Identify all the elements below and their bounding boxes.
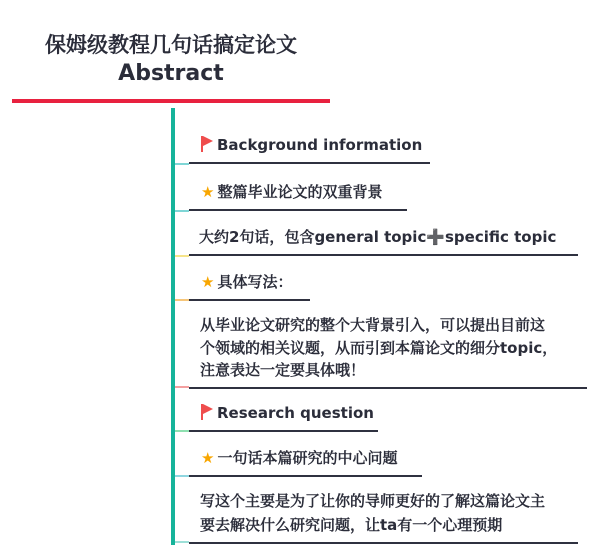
node-two-sentences[interactable] <box>189 226 578 256</box>
connector <box>175 475 189 477</box>
star-icon: ★ <box>201 183 215 201</box>
node-label: 一句话本篇研究的中心问题 <box>217 449 398 467</box>
connector <box>175 255 189 257</box>
node-label: 大约2句话，包含general topic➕specific topic <box>199 228 557 246</box>
node-dual-background[interactable] <box>189 181 407 211</box>
node-central-question[interactable] <box>189 447 422 477</box>
node-label: 整篇毕业论文的双重背景 <box>217 183 383 201</box>
connector <box>175 163 189 165</box>
node-how-to-write[interactable] <box>189 271 310 301</box>
star-icon: ★ <box>201 449 215 467</box>
node-question-detail[interactable] <box>189 490 578 544</box>
node-line: 要去解决什么研究问题，让ta有一个心理预期 <box>200 515 503 534</box>
node-line: 写这个主要是为了让你的导师更好的了解这篇论文主 <box>200 492 546 510</box>
connector <box>175 541 189 543</box>
connector <box>175 386 189 388</box>
node-label: 具体写法： <box>217 273 293 291</box>
flag-icon <box>201 404 213 420</box>
branch-stem <box>171 108 175 545</box>
star-icon: ★ <box>201 273 215 291</box>
node-label: Background information <box>217 136 423 154</box>
node-line: 从毕业论文研究的整个大背景引入，可以提出目前这 <box>200 316 546 334</box>
connector <box>175 210 189 212</box>
title-line-2: Abstract <box>118 61 224 86</box>
connector <box>175 299 189 301</box>
title-underline <box>12 99 330 103</box>
connector <box>175 430 189 432</box>
node-research-question[interactable] <box>189 402 378 432</box>
title-line-1: 保姆级教程几句话搞定论文 <box>45 33 297 57</box>
node-writing-detail[interactable] <box>189 314 587 389</box>
node-line: 个领域的相关议题，从而引到本篇论文的细分topic， <box>200 338 558 357</box>
node-background-information[interactable] <box>189 134 430 164</box>
flag-icon <box>201 136 213 152</box>
node-label: Research question <box>217 404 374 422</box>
node-line: 注意表达一定要具体哦！ <box>200 361 366 379</box>
